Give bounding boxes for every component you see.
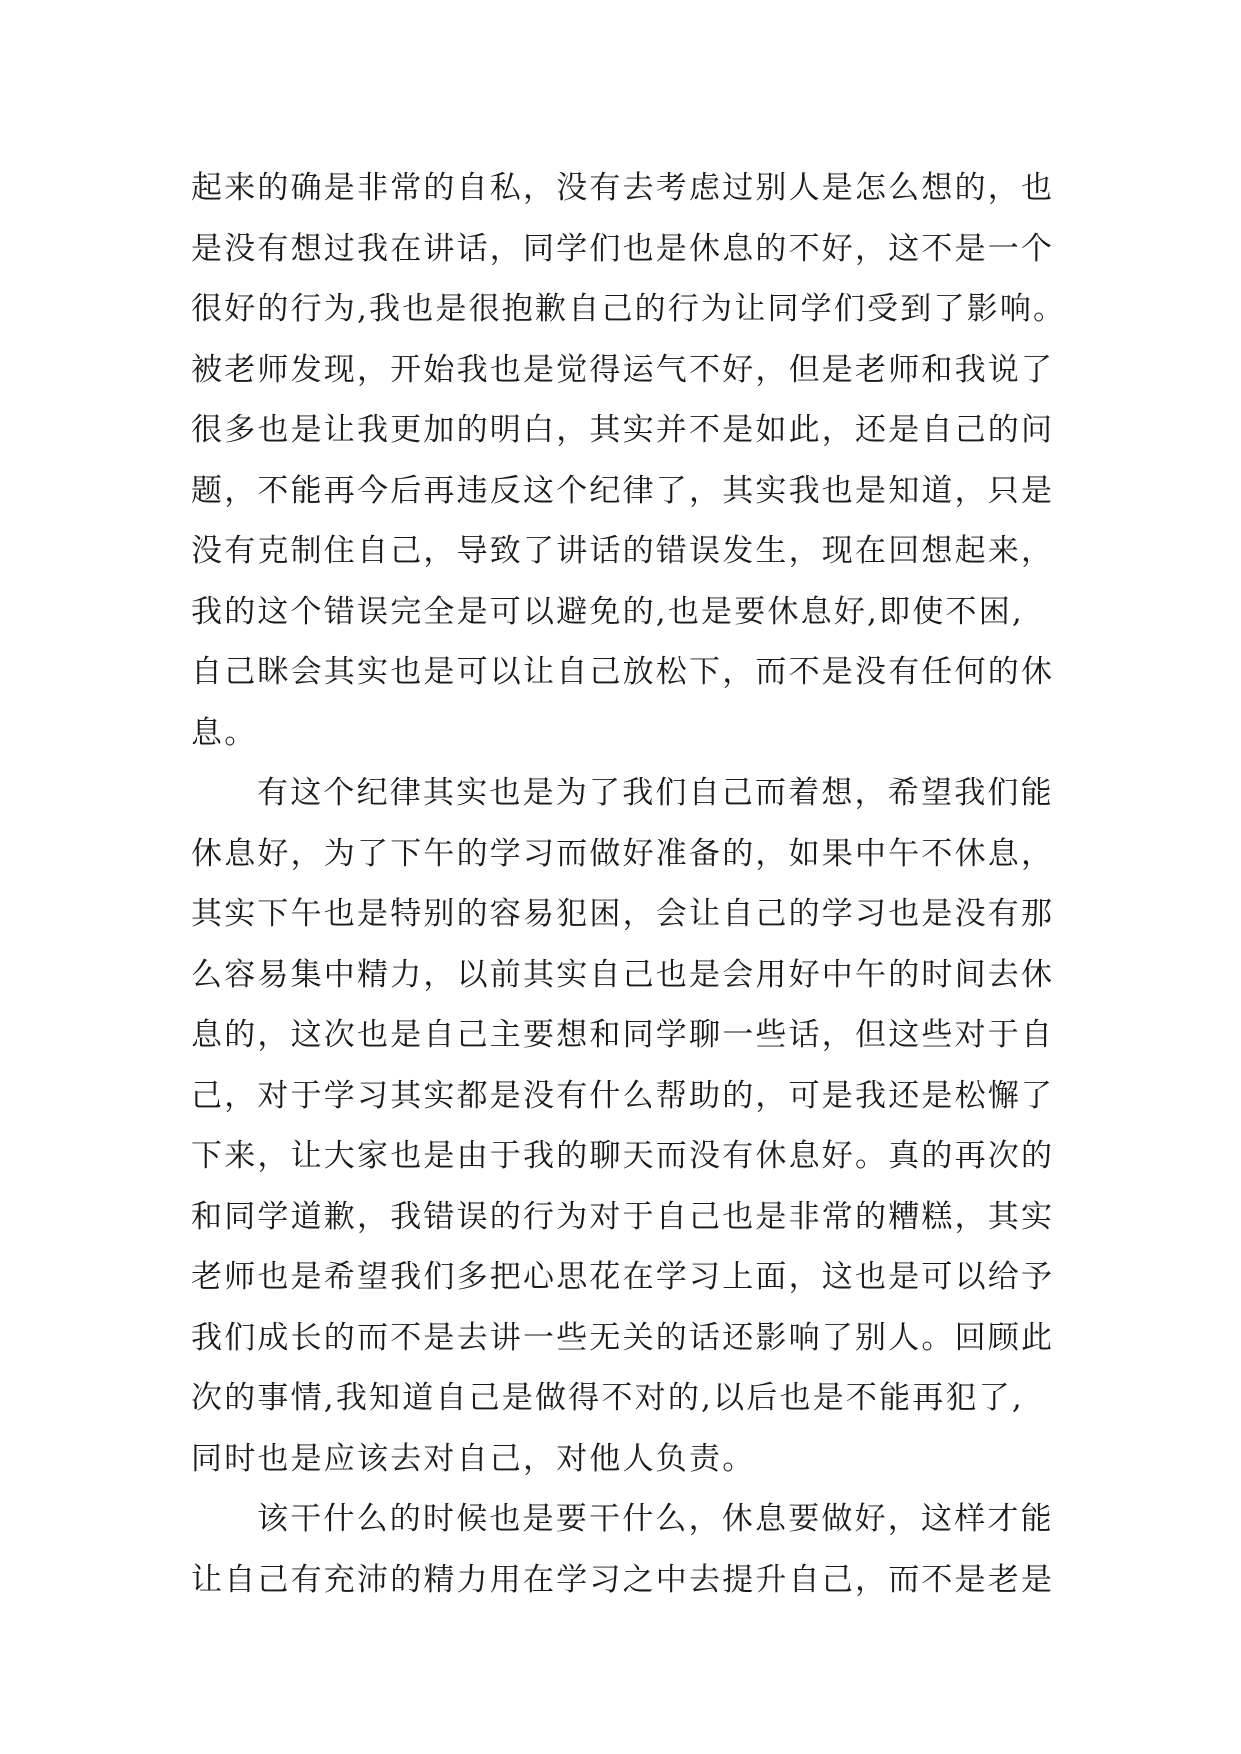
text-line: 被老师发现，开始我也是觉得运气不好，但是老师和我说了 <box>191 351 1055 388</box>
text-line: 己，对于学习其实都是没有什么帮助的，可是我还是松懈了 <box>191 1077 1055 1114</box>
text-line: 其实下午也是特别的容易犯困，会让自己的学习也是没有那 <box>191 896 1055 932</box>
text-line: 题，不能再今后再违反这个纪律了，其实我也是知道，只是 <box>191 472 1055 509</box>
text-line: 很多也是让我更加的明白，其实并不是如此，还是自己的问 <box>191 412 1055 448</box>
body-text <box>191 158 1091 1610</box>
text-line: 起来的确是非常的自私，没有去考虑过别人是怎么想的，也 <box>191 170 1055 206</box>
text-line: 同时也是应该去对自己，对他人负责。 <box>191 1440 756 1477</box>
text-line: 很好的行为,我也是很抱歉自己的行为让同学们受到了影响。 <box>191 291 1067 327</box>
text-line: 息。 <box>191 714 258 751</box>
text-line: 休息好，为了下午的学习而做好准备的，如果中午不休息， <box>191 835 1055 872</box>
text-line: 自己眯会其实也是可以让自己放松下，而不是没有任何的休 <box>191 654 1055 690</box>
text-line: 让自己有充沛的精力用在学习之中去提升自己，而不是老是 <box>191 1561 1055 1598</box>
text-line: 次的事情,我知道自己是做得不对的,以后也是不能再犯了, <box>191 1380 1024 1416</box>
text-line: 是没有想过我在讲话，同学们也是休息的不好，这不是一个 <box>191 230 1055 267</box>
text-line: 么容易集中精力，以前其实自己也是会用好中午的时间去休 <box>191 956 1055 993</box>
paragraph-start-line: 该干什么的时候也是要干什么，休息要做好，这样才能 <box>257 1501 1054 1537</box>
text-line: 没有克制住自己，导致了讲话的错误发生，现在回想起来， <box>191 533 1055 569</box>
text-line: 息的，这次也是自己主要想和同学聊一些话，但这些对于自 <box>191 1017 1055 1053</box>
text-line: 我的这个错误完全是可以避免的,也是要休息好,即使不困, <box>191 593 1024 630</box>
text-line: 下来，让大家也是由于我的聊天而没有休息好。真的再次的 <box>191 1138 1055 1174</box>
text-line: 我们成长的而不是去讲一些无关的话还影响了别人。回顾此 <box>191 1319 1055 1356</box>
paragraph-start-line: 有这个纪律其实也是为了我们自己而着想，希望我们能 <box>257 775 1054 811</box>
text-line: 和同学道歉，我错误的行为对于自己也是非常的糟糕，其实 <box>191 1198 1055 1235</box>
text-line: 老师也是希望我们多把心思花在学习上面，这也是可以给予 <box>191 1259 1055 1295</box>
